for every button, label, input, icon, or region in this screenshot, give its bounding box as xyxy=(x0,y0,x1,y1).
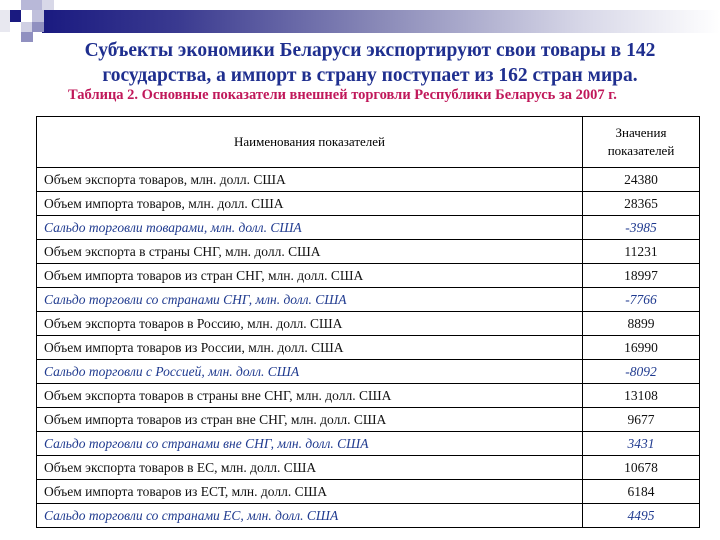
table-row xyxy=(37,264,700,288)
row-label: Объем импорта товаров из стран СНГ, млн. долл. США xyxy=(37,264,583,288)
decorative-square xyxy=(32,22,44,32)
row-label: Сальдо торговли со странами ЕС, млн. долл. США xyxy=(37,504,583,528)
trade-indicators-table xyxy=(36,116,700,528)
table-row-balance xyxy=(37,216,700,240)
table-row xyxy=(37,168,700,192)
row-value: 18997 xyxy=(583,264,700,288)
row-value: -7766 xyxy=(583,288,700,312)
decorative-square xyxy=(21,32,33,42)
decorative-square xyxy=(21,22,32,32)
title-line-1: Субъекты экономики Беларуси экспортируют свои товары в 142 xyxy=(84,40,656,61)
table-row xyxy=(37,408,700,432)
row-value: 8899 xyxy=(583,312,700,336)
table-row-balance xyxy=(37,504,700,528)
row-value: 6184 xyxy=(583,480,700,504)
row-value: 4495 xyxy=(583,504,700,528)
decorative-square xyxy=(10,10,21,22)
row-label: Объем экспорта в страны СНГ, млн. долл. США xyxy=(37,240,583,264)
table-row-balance xyxy=(37,432,700,456)
row-value: 28365 xyxy=(583,192,700,216)
column-header-value xyxy=(583,117,700,168)
row-label: Объем импорта товаров, млн. долл. США xyxy=(37,192,583,216)
row-value: -3985 xyxy=(583,216,700,240)
decorative-square xyxy=(32,10,44,22)
row-label: Сальдо торговли с Россией, млн. долл. США xyxy=(37,360,583,384)
row-label: Сальдо торговли товарами, млн. долл. США xyxy=(37,216,583,240)
row-label: Объем экспорта товаров, млн. долл. США xyxy=(37,168,583,192)
table-row-balance xyxy=(37,360,700,384)
column-header-value-line2: показателей xyxy=(607,143,675,158)
row-label: Объем экспорта товаров в Россию, млн. долл. США xyxy=(37,312,583,336)
row-value: 11231 xyxy=(583,240,700,264)
decorative-gradient-bar xyxy=(42,10,720,33)
row-value: 13108 xyxy=(583,384,700,408)
row-value: -8092 xyxy=(583,360,700,384)
table-row xyxy=(37,336,700,360)
decorative-square xyxy=(0,10,10,32)
row-value: 10678 xyxy=(583,456,700,480)
row-value: 16990 xyxy=(583,336,700,360)
row-value: 3431 xyxy=(583,432,700,456)
row-value: 9677 xyxy=(583,408,700,432)
table-row xyxy=(37,192,700,216)
slide-title xyxy=(40,38,700,88)
table-row xyxy=(37,240,700,264)
row-label: Объем импорта товаров из стран вне СНГ, млн. долл. США xyxy=(37,408,583,432)
row-label: Сальдо торговли со странами вне СНГ, млн. долл. США xyxy=(37,432,583,456)
table-row xyxy=(37,384,700,408)
table-header-row xyxy=(37,117,700,168)
row-label: Объем экспорта товаров в ЕС, млн. долл. США xyxy=(37,456,583,480)
row-label: Объем экспорта товаров в страны вне СНГ, млн. долл. США xyxy=(37,384,583,408)
table-caption: Таблица 2. Основные показатели внешней торговли Республики Беларусь за 2007 г. xyxy=(68,87,617,103)
row-label: Объем импорта товаров из ЕСТ, млн. долл. США xyxy=(37,480,583,504)
title-line-2: государства, а импорт в страну поступает из 162 стран мира. xyxy=(102,65,638,86)
column-header-name: Наименования показателей xyxy=(37,117,583,168)
decorative-square xyxy=(42,0,54,10)
row-label: Объем импорта товаров из России, млн. долл. США xyxy=(37,336,583,360)
column-header-value-line1: Значения xyxy=(615,125,667,140)
decorative-square xyxy=(21,0,43,10)
table-row xyxy=(37,312,700,336)
table-row xyxy=(37,480,700,504)
table-row xyxy=(37,456,700,480)
table-row-balance xyxy=(37,288,700,312)
row-value: 24380 xyxy=(583,168,700,192)
row-label: Сальдо торговли со странами СНГ, млн. долл. США xyxy=(37,288,583,312)
